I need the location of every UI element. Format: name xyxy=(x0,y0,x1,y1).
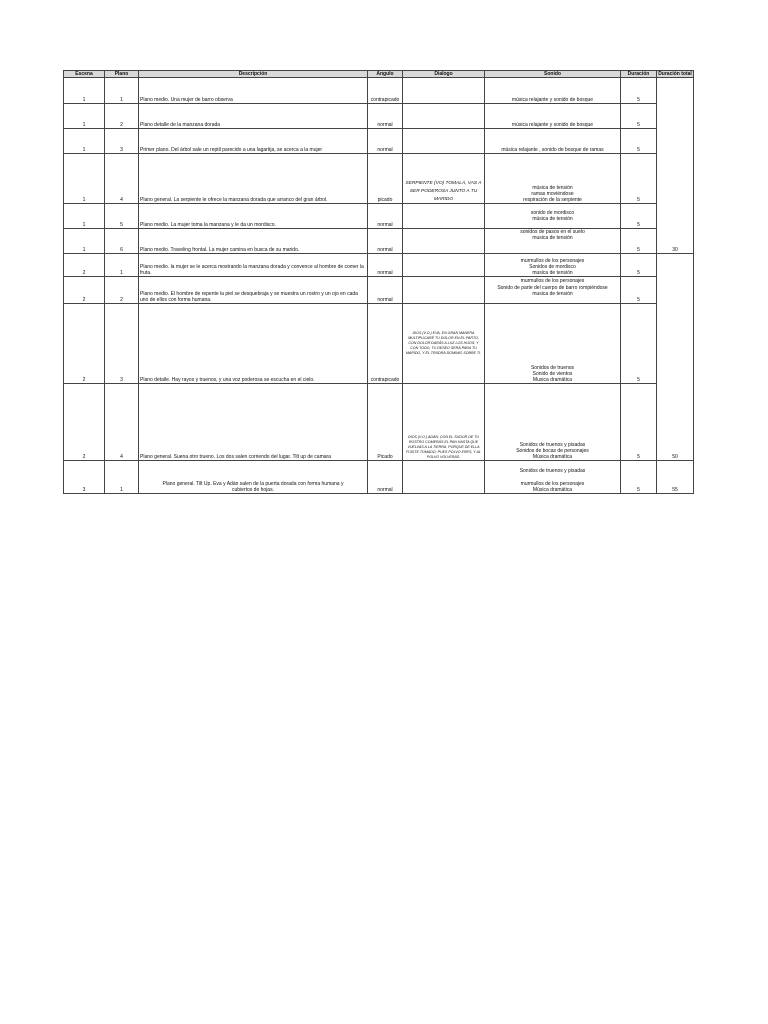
cell-duracion: 5 xyxy=(621,229,657,254)
cell-dialogo xyxy=(403,254,485,277)
cell-angulo: normal xyxy=(368,129,403,154)
cell-descripcion: Plano medio. Una mujer de barro observa xyxy=(139,78,368,104)
cell-escena: 1 xyxy=(64,78,105,104)
cell-duracion: 5 xyxy=(621,204,657,229)
cell-descripcion: Plano medio. La mujer toma la manzana y le da un mordisco. xyxy=(139,204,368,229)
cell-escena: 1 xyxy=(64,154,105,204)
cell-escena: 2 xyxy=(64,304,105,384)
cell-sonido: sonidos de pasos en el suelo musica de tensión xyxy=(485,229,621,254)
cell-sonido: Sonidos de truenos Sonido de vientos Musica dramática xyxy=(485,304,621,384)
cell-duracion: 5 xyxy=(621,104,657,129)
cell-sonido: sonido de mordisco música de tensión xyxy=(485,204,621,229)
table-row xyxy=(64,104,694,129)
cell-angulo: normal xyxy=(368,104,403,129)
cell-escena: 1 xyxy=(64,229,105,254)
cell-descripcion: Plano general. Suena otro trueno. Los dos salen corriendo del lugar. Tilt up de camara xyxy=(139,384,368,461)
cell-angulo: normal xyxy=(368,229,403,254)
cell-dialogo: DIOS (V.O.) ADÁN, CON EL SUDOR DE TU ROSTRO COMERÁS EL PAN HASTA QUE VUELVAS A LA TIERRA, PORQUE DE ELLA FUISTE TOMADO; PUES POLVO ERES, Y AL POLVO VOLVERÁS. xyxy=(403,384,485,461)
cell-descripcion: Plano general. Tilt Up. Eva y Adán salen de la puerta dorada con forma humana y cubiertos de hojas. xyxy=(139,461,368,494)
cell-angulo: contrapicado xyxy=(368,304,403,384)
cell-duracion: 5 xyxy=(621,78,657,104)
table-row xyxy=(64,254,694,277)
cell-duracion: 5 xyxy=(621,277,657,304)
cell-dialogo xyxy=(403,204,485,229)
cell-sonido: Sonidos de truenos y pisadas Sonidos de bocas de personajes Música dramática xyxy=(485,384,621,461)
cell-duracion-total: 50 xyxy=(657,254,694,461)
cell-duracion: 5 xyxy=(621,129,657,154)
cell-sonido: Sonidos de truenos y pisadas murmullos de los personajes Música dramática xyxy=(485,461,621,494)
cell-angulo: normal xyxy=(368,277,403,304)
cell-duracion: 5 xyxy=(621,384,657,461)
cell-escena: 1 xyxy=(64,104,105,129)
cell-sonido: murmullos de los personajes Sonido de parte del cuerpo de barro rompiéndose musica de tensión xyxy=(485,277,621,304)
cell-dialogo xyxy=(403,229,485,254)
cell-duracion: 5 xyxy=(621,461,657,494)
cell-dialogo xyxy=(403,78,485,104)
header-duracion: Duración xyxy=(621,71,657,78)
table-row xyxy=(64,129,694,154)
cell-angulo: normal xyxy=(368,204,403,229)
cell-dialogo xyxy=(403,104,485,129)
cell-plano: 1 xyxy=(105,254,139,277)
cell-sonido: murmullos de los personajes Sonidos de mordisco musica de tensión xyxy=(485,254,621,277)
cell-duracion: 5 xyxy=(621,154,657,204)
header-plano: Plano xyxy=(105,71,139,78)
table-row xyxy=(64,461,694,494)
table-row xyxy=(64,229,694,254)
cell-dialogo: SERPIENTE (VO) TOMALÁ, VAS A SER PODEROSA JUNTO A TU MARIDO xyxy=(403,154,485,204)
cell-escena: 3 xyxy=(64,461,105,494)
table-row xyxy=(64,78,694,104)
table-row xyxy=(64,277,694,304)
cell-plano: 2 xyxy=(105,277,139,304)
cell-angulo: Picado xyxy=(368,384,403,461)
table-row xyxy=(64,154,694,204)
cell-plano: 2 xyxy=(105,104,139,129)
cell-plano: 4 xyxy=(105,384,139,461)
header-descripcion: Descripción xyxy=(139,71,368,78)
header-dialogo: Dialogo xyxy=(403,71,485,78)
cell-duracion-total: 30 xyxy=(657,78,694,254)
cell-sonido: música relajante y sonido de bosque xyxy=(485,78,621,104)
cell-angulo: picado xyxy=(368,154,403,204)
cell-descripcion: Plano medio. Traveling frontal. La mujer camina en busca de su marido. xyxy=(139,229,368,254)
cell-plano: 6 xyxy=(105,229,139,254)
cell-plano: 3 xyxy=(105,304,139,384)
cell-escena: 2 xyxy=(64,254,105,277)
cell-descripcion: Plano medio. la mujer se le acerca mostrando la manzana dorada y convence al hombre de comer la fruta. xyxy=(139,254,368,277)
header-sonido: Sonido xyxy=(485,71,621,78)
cell-dialogo xyxy=(403,277,485,304)
table-row xyxy=(64,204,694,229)
cell-plano: 4 xyxy=(105,154,139,204)
header-escena: Escena xyxy=(64,71,105,78)
cell-duracion-total: 55 xyxy=(657,461,694,494)
cell-sonido: música relajante , sonido de bosque de ramas xyxy=(485,129,621,154)
cell-descripcion: Primer plano. Del árbol sale un reptil parecido a una lagartija, se acerca a la mujer xyxy=(139,129,368,154)
cell-plano: 3 xyxy=(105,129,139,154)
shot-list-table xyxy=(63,70,694,494)
cell-escena: 1 xyxy=(64,204,105,229)
cell-escena: 2 xyxy=(64,277,105,304)
header-row xyxy=(64,71,694,78)
header-duracion-total: Duración total xyxy=(658,71,692,77)
cell-dialogo: DIOS (V.O.) EVA, EN GRAN MANERA MULTIPLICARÉ TU DOLOR EN EL PARTO, CON DOLOR DARÁS A LUZ LOS HIJOS; Y CON TODO, TU DESEO SERÁ PARA TU MARIDO, Y ÉL TENDRÁ DOMINIO SOBRE TI. xyxy=(403,304,485,384)
cell-plano: 5 xyxy=(105,204,139,229)
cell-descripcion: Plano detalle. Hay rayos y truenos, y una voz poderosa se escucha en el cielo. xyxy=(139,304,368,384)
cell-duracion: 5 xyxy=(621,254,657,277)
cell-sonido: música de tensión ramas moviéndose respiración de la serpiente xyxy=(485,154,621,204)
cell-escena: 2 xyxy=(64,384,105,461)
cell-dialogo xyxy=(403,461,485,494)
cell-angulo: contrapicado xyxy=(368,78,403,104)
cell-angulo: normal xyxy=(368,461,403,494)
cell-plano: 1 xyxy=(105,461,139,494)
cell-duracion: 5 xyxy=(621,304,657,384)
cell-descripcion: Plano general. La serpiente le ofrece la manzana dorada que arranco del gran árbol. xyxy=(139,154,368,204)
cell-descripcion: Plano detalle de la manzana dorada xyxy=(139,104,368,129)
cell-descripcion: Plano medio. El hombre de repente la piel se desquebraja y se muestra un rostro y un ojo en cada uno de ellos con forma humana. xyxy=(139,277,368,304)
header-angulo: Angulo xyxy=(368,71,403,78)
cell-plano: 1 xyxy=(105,78,139,104)
cell-sonido: música relajante y sonido de bosque xyxy=(485,104,621,129)
cell-escena: 1 xyxy=(64,129,105,154)
table-row xyxy=(64,304,694,384)
cell-dialogo xyxy=(403,129,485,154)
cell-angulo: normal xyxy=(368,254,403,277)
table-row xyxy=(64,384,694,461)
